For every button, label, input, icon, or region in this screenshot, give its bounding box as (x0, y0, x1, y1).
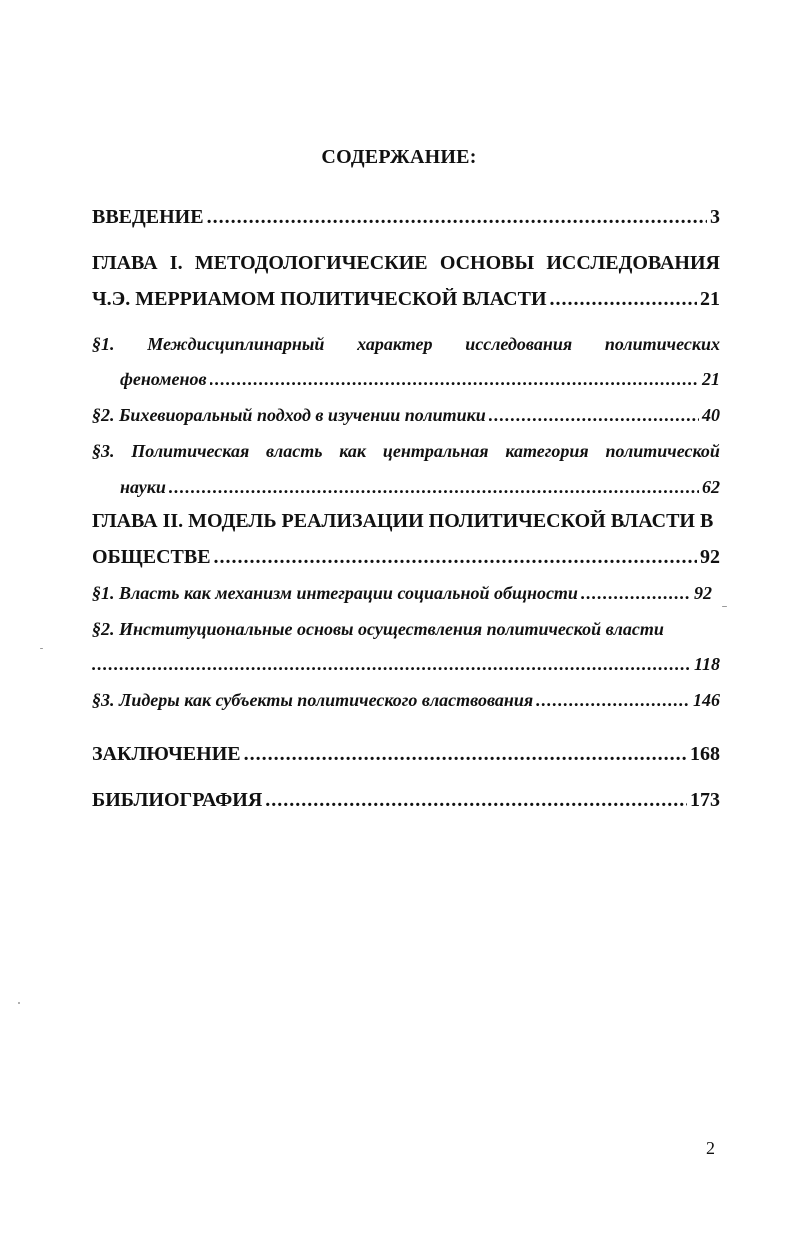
toc-leader-dots (92, 654, 691, 675)
toc-word: МЕТОДОЛОГИЧЕСКИЕ (194, 252, 428, 274)
toc-ch2-section3 (92, 690, 720, 711)
toc-label: феноменов (120, 369, 207, 389)
toc-word: §3. (92, 441, 115, 461)
toc-label: БИБЛИОГРАФИЯ (92, 789, 263, 811)
toc-label: Ч.Э. МЕРРИАМОМ ПОЛИТИЧЕСКОЙ ВЛАСТИ (92, 288, 547, 310)
toc-word: §1. (92, 334, 115, 354)
toc-word: ОСНОВЫ (439, 252, 535, 274)
toc-chapter1-line2 (92, 288, 720, 311)
toc-page-number: 21 (700, 288, 720, 310)
toc-label: §3. Лидеры как субъекты политического властвования (92, 690, 534, 710)
toc-entry-conclusion (92, 743, 720, 766)
toc-word: политических (604, 334, 720, 354)
toc-ch1-section2 (92, 405, 720, 426)
toc-page-number: 62 (702, 477, 720, 497)
toc-label: §2. Институциональные основы осуществления политической власти (92, 619, 664, 639)
page-number: 2 (706, 1138, 715, 1158)
page-title: СОДЕРЖАНИЕ: (321, 146, 477, 168)
toc-page-number: 173 (690, 789, 720, 811)
toc-label: ГЛАВА II. МОДЕЛЬ РЕАЛИЗАЦИИ ПОЛИТИЧЕСКОЙ ВЛАСТИ В (92, 510, 714, 532)
toc-word: исследования (465, 334, 573, 354)
scan-speck (722, 606, 727, 607)
toc-page-number: 168 (690, 743, 720, 765)
toc-page-number: 21 (702, 369, 720, 389)
toc-word: как (339, 441, 367, 461)
toc-leader-dots (214, 546, 697, 569)
toc-page-number: 3 (710, 206, 720, 228)
toc-leader-dots (581, 583, 691, 604)
toc-ch2-section1 (92, 583, 712, 604)
scan-speck (18, 1002, 20, 1004)
toc-entry-bibliography (92, 789, 720, 812)
toc-chapter1-line1 (92, 252, 720, 275)
toc-word: характер (357, 334, 433, 354)
toc-ch2-section2-line2 (92, 654, 720, 675)
toc-leader-dots (550, 288, 697, 311)
toc-ch1-section3-line1 (92, 441, 720, 462)
toc-page-number: 146 (693, 690, 720, 710)
toc-word: центральная (382, 441, 489, 461)
toc-label: науки (120, 477, 166, 497)
toc-leader-dots (489, 405, 699, 426)
toc-label: ЗАКЛЮЧЕНИЕ (92, 743, 241, 765)
toc-label: §1. Власть как механизм интеграции социальной общности (92, 583, 578, 603)
toc-page-number: 92 (694, 583, 712, 603)
toc-leader-dots (536, 690, 690, 711)
toc-leader-dots (265, 789, 687, 812)
toc-word: ГЛАВА (92, 252, 158, 274)
toc-page-number: 40 (702, 405, 720, 425)
toc-word: Политическая (131, 441, 250, 461)
toc-word: категория (505, 441, 589, 461)
toc-entry-intro (92, 206, 720, 229)
toc-word: Междисциплинарный (147, 334, 325, 354)
toc-word: ИССЛЕДОВАНИЯ (546, 252, 720, 274)
toc-leader-dots (207, 206, 707, 229)
toc-chapter2-line2 (92, 546, 720, 569)
toc-word: власть (265, 441, 323, 461)
toc-leader-dots (169, 477, 699, 498)
toc-ch1-section1-line2 (120, 369, 720, 390)
toc-leader-dots (244, 743, 687, 766)
toc-ch1-section3-line2 (120, 477, 720, 498)
toc-label: §2. Бихевиоральный подход в изучении политики (92, 405, 486, 425)
toc-ch1-section1-line1 (92, 334, 720, 355)
toc-chapter2-line1 (92, 510, 720, 533)
toc-word: I. (169, 252, 183, 274)
toc-word: политической (605, 441, 720, 461)
toc-page-number: 118 (693, 654, 720, 674)
toc-label: ОБЩЕСТВЕ (92, 546, 211, 568)
toc-leader-dots (210, 369, 699, 390)
scan-speck (40, 648, 43, 649)
toc-page-number: 92 (700, 546, 720, 568)
toc-label: ВВЕДЕНИЕ (92, 206, 204, 228)
toc-ch2-section2-line1 (92, 619, 720, 640)
